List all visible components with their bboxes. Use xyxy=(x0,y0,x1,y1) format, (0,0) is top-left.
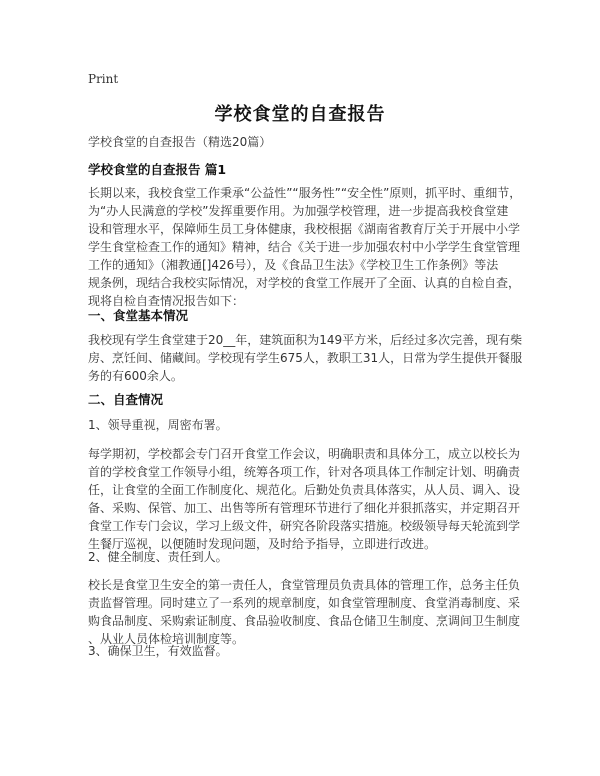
chapter-heading: 学校食堂的自查报告 篇1 xyxy=(88,162,227,177)
print-label[interactable]: Print xyxy=(88,72,119,86)
section-2-paragraph-1 xyxy=(88,445,520,553)
text-line: 生餐厅巡视，以便随时发现问题，及时给予指导，立即进行改进。 xyxy=(88,537,437,551)
list-item-leadership: 1、领导重视，周密布署。 xyxy=(88,418,228,432)
text-line: 任，让食堂的全面工作制度化、规范化。后勤处负责具体落实，从人员、调入、设 xyxy=(88,483,521,497)
text-line: 、从业人员体检培训制度等。 xyxy=(88,632,245,646)
text-line: 备、采购、保管、加工、出售等所有管理环节进行了细化并狠抓落实，并定期召开 xyxy=(88,501,521,515)
document-subtitle: 学校食堂的自查报告（精选20篇） xyxy=(88,135,272,149)
text-line: 务的有600余人。 xyxy=(88,369,183,383)
text-line: 设和管理水平，保障师生员工身体健康，我校根据《湖南省教育厅关于开展中小学 xyxy=(88,222,521,236)
intro-paragraph xyxy=(88,184,520,310)
section-heading-self-check: 二、自查情况 xyxy=(88,392,164,407)
text-line: 购食品制度、采购索证制度、食品验收制度、食品仓储卫生制度、烹调间卫生制度 xyxy=(88,614,521,628)
text-line: 每学期初，学校都会专门召开食堂工作会议，明确职责和具体分工，成立以校长为 xyxy=(88,447,521,461)
text-line: 规条例，现结合我校实际情况，对学校的食堂工作展开了全面、认真的自检自查， xyxy=(88,276,521,290)
section-2-paragraph-2 xyxy=(88,576,520,648)
document-title: 学校食堂的自查报告 xyxy=(214,104,386,125)
text-line: 校长是食堂卫生安全的第一责任人，食堂管理员负责具体的管理工作，总务主任负 xyxy=(88,578,521,592)
text-line: 首的学校食堂工作领导小组，统筹各项工作，针对各项具体工作制定计划、明确责 xyxy=(88,465,521,479)
text-line: 食堂工作专门会议，学习上级文件，研究各阶段落实措施。校级领导每天轮流到学 xyxy=(88,519,521,533)
text-line: 学生食堂检查工作的通知》精神，结合《关于进一步加强农村中小学学生食堂管理 xyxy=(88,240,521,254)
list-item-hygiene: 3、确保卫生，有效监督。 xyxy=(88,644,228,658)
text-line: 现将自检自查情况报告如下： xyxy=(88,294,245,308)
text-line: 责监督管理。同时建立了一系列的规章制度，如食堂管理制度、食堂消毒制度、采 xyxy=(88,596,521,610)
text-line: 长期以来，我校食堂工作秉承“公益性”“服务性”“安全性”原则，抓平时、重细节， xyxy=(88,186,522,200)
text-line: 房、烹饪间、储藏间。学校现有学生675人，教职工31人，日常为学生提供开餐服 xyxy=(88,351,523,365)
text-line: 我校现有学生食堂建于20__年，建筑面积为149平方米，后经过多次完善，现有柴 xyxy=(88,333,523,347)
section-heading-basic-info: 一、食堂基本情况 xyxy=(88,308,189,323)
text-line: 为“办人民满意的学校”发挥重要作用。为加强学校管理，进一步提高我校食堂建 xyxy=(88,204,509,218)
text-line: 工作的通知》（湘教通[]426号），及《食品卫生法》《学校卫生工作条例》等法 xyxy=(88,258,499,272)
section-1-paragraph xyxy=(88,331,523,385)
list-item-system: 2、健全制度、责任到人。 xyxy=(88,550,228,564)
